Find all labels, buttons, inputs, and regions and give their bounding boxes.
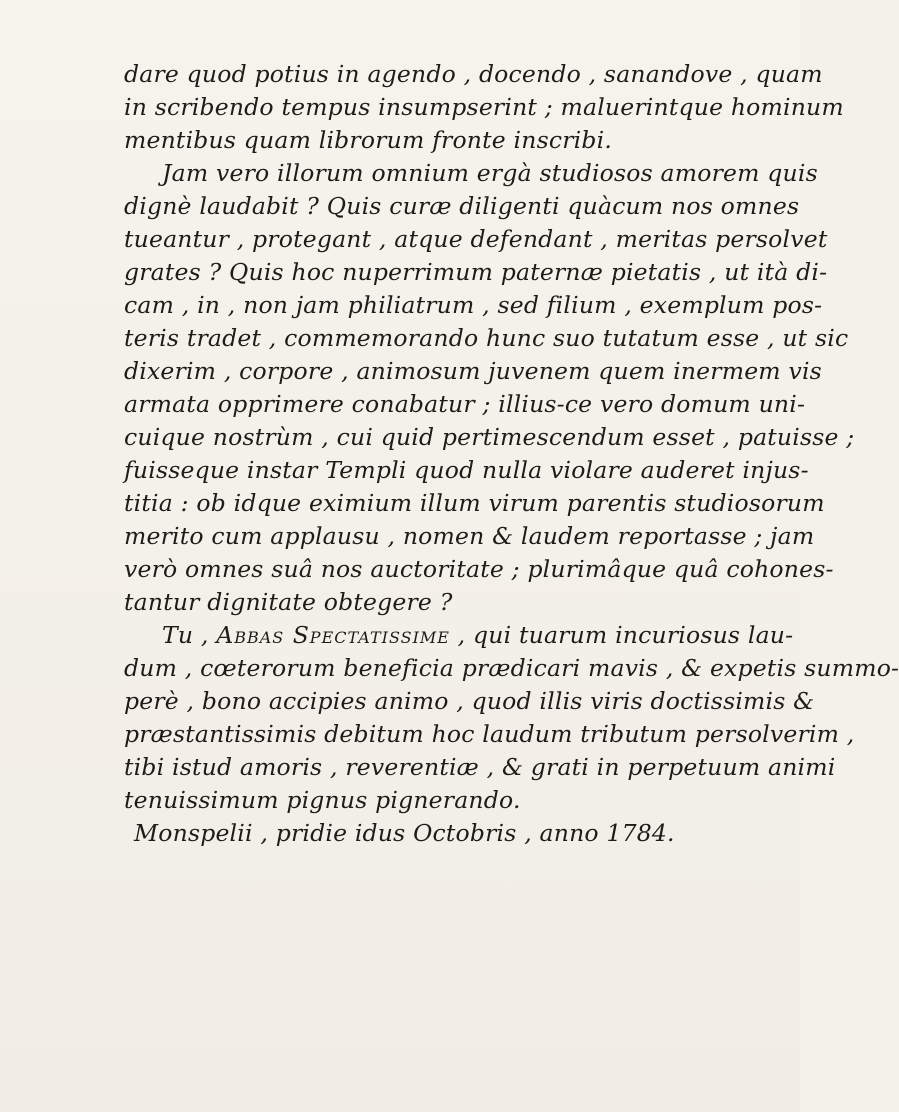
abbas-paragraph-start xyxy=(124,619,794,652)
abbas-name: Abbas Spectatissime xyxy=(216,621,450,649)
abbas-lead-text: Tu , xyxy=(162,621,217,649)
text-line: tibi istud amoris , reverentiæ , & grati in perpetuum animi xyxy=(124,753,836,781)
text-line: cuique nostrùm , cui quid pertimescendum esset , patuisse ; xyxy=(124,423,855,451)
text-line: in scribendo tempus insumpserint ; maluerintque hominum xyxy=(124,93,844,121)
text-line: perè , bono accipies animo , quod illis viris doctissimis & xyxy=(124,687,815,715)
text-line: tueantur , protegant , atque defendant , meritas persolvet xyxy=(124,225,828,253)
text-line: dare quod potius in agendo , docendo , sanandove , quam xyxy=(124,60,823,88)
text-line: grates ? Quis hoc nuperrimum paternæ pietatis , ut ità di- xyxy=(124,258,828,286)
document-body xyxy=(124,58,899,850)
text-line: cam , in , non jam philiatrum , sed filium , exemplum pos- xyxy=(124,291,823,319)
text-line: tantur dignitate obtegere ? xyxy=(124,588,453,616)
signoff-line: Monspelii , pridie idus Octobris , anno 1784. xyxy=(134,819,675,847)
text-line: fuisseque instar Templi quod nulla violare auderet injus- xyxy=(124,456,809,484)
abbas-rest-text: , qui tuarum incuriosus lau- xyxy=(450,621,794,649)
paragraph-start-line: Jam vero illorum omnium ergà studiosos amorem quis xyxy=(162,159,818,187)
text-line: dixerim , corpore , animosum juvenem quem inermem vis xyxy=(124,357,822,385)
text-line: dignè laudabit ? Quis curæ diligenti quàcum nos omnes xyxy=(124,192,800,220)
text-line: titia : ob idque eximium illum virum parentis studiosorum xyxy=(124,489,825,517)
text-line: armata opprimere conabatur ; illius-ce vero domum uni- xyxy=(124,390,806,418)
text-line: tenuissimum pignus pignerando. xyxy=(124,786,521,814)
text-line: præstantissimis debitum hoc laudum tributum persolverim , xyxy=(124,720,855,748)
text-line: teris tradet , commemorando hunc suo tutatum esse , ut sic xyxy=(124,324,849,352)
text-line: verò omnes suâ nos auctoritate ; plurimâque quâ cohones- xyxy=(124,555,834,583)
text-line: merito cum applausu , nomen & laudem reportasse ; jam xyxy=(124,522,815,550)
text-line: dum , cœterorum beneficia prædicari mavis , & expetis summo- xyxy=(124,654,899,682)
text-line: mentibus quam librorum fronte inscribi. xyxy=(124,126,613,154)
